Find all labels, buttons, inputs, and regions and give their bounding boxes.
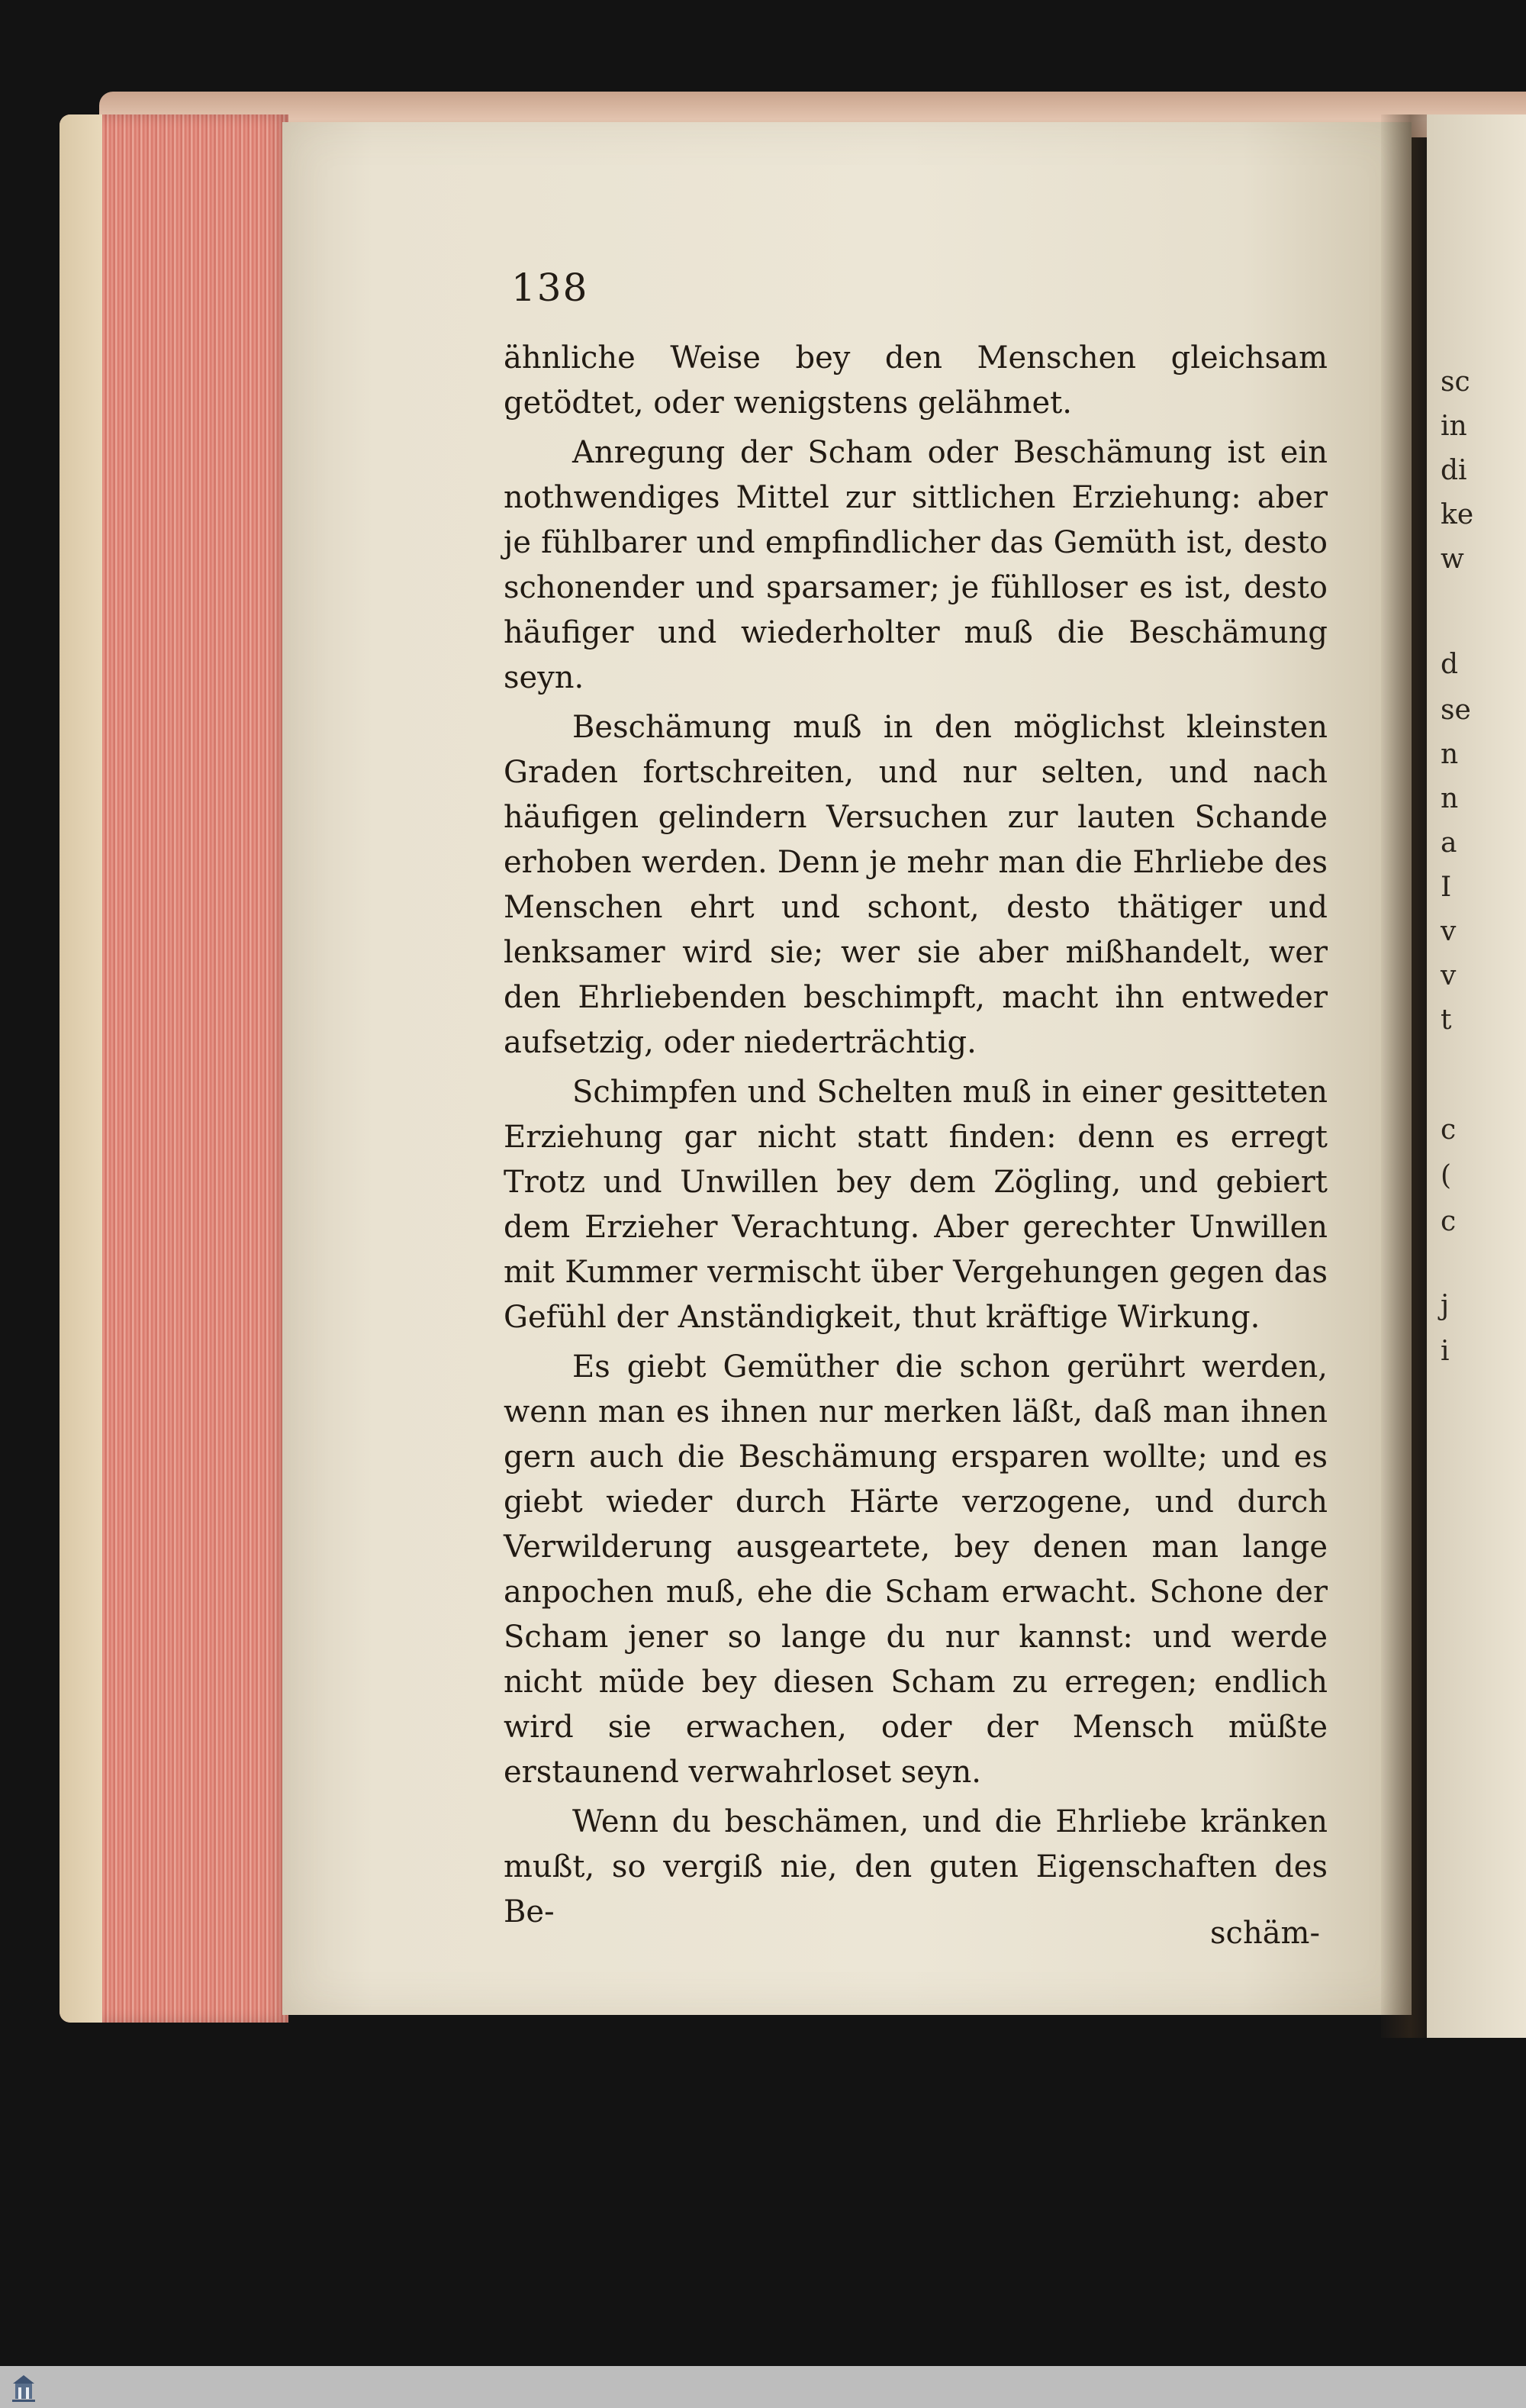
paragraph: ähnliche Weise bey den Menschen gleichsam getödtet, oder wenigstens gelähmet. bbox=[504, 340, 1328, 421]
facing-fragment: i bbox=[1441, 1336, 1450, 1367]
facing-fragment: se bbox=[1441, 695, 1471, 726]
book-cover-edge bbox=[60, 114, 102, 2023]
paragraph: Es giebt Gemüther die schon gerührt werden, wenn man es ihnen nur merken läßt, daß man ihnen gern auch die Beschämung ersparen wollte; und es giebt wieder durch Härte verzogene, und durch Verwilderung ausgeartete, bey denen man lange anpochen muß, ehe die Scham erwacht. Schone der Scham jener so lange du nur kannst: und werde nicht müde bey diesen Scham zu erregen; endlich wird sie erwachen, oder der Mensch müßte erstaunend verwahrloset seyn. bbox=[504, 1349, 1328, 1790]
facing-fragment: c bbox=[1441, 1114, 1457, 1146]
paragraph: Wenn du beschämen, und die Ehrliebe kränken mußt, so vergiß nie, den guten Eigenschaften des Be- bbox=[504, 1804, 1328, 1929]
facing-page bbox=[1427, 114, 1526, 2038]
facing-fragment: n bbox=[1441, 739, 1459, 770]
viewer-bottom-bar bbox=[0, 2366, 1526, 2408]
facing-fragment: ke bbox=[1441, 499, 1474, 530]
facing-fragment: di bbox=[1441, 455, 1467, 486]
facing-fragment: sc bbox=[1441, 366, 1470, 398]
paragraph: Beschämung muß in den möglichst kleinsten Graden fortschreiten, und nur selten, und nach häufigen gelindern Versuchen zur lauten Schande erhoben werden. Denn je mehr man die Ehrliebe des Menschen ehrt und schont, desto thätiger und lenksamer wird sie; wer sie aber mißhandelt, wer den Ehrliebenden beschimpft, macht ihn entweder aufsetzig, oder niederträchtig. bbox=[504, 710, 1328, 1060]
facing-fragment: n bbox=[1441, 783, 1459, 814]
paragraph: Anregung der Scham oder Beschämung ist ein nothwendiges Mittel zur sittlichen Erziehung: aber je fühlbarer und empfindlicher das Gemüth ist, desto schonender und sparsamer; je fühlloser es ist, desto häufiger und wiederholter muß die Beschämung seyn. bbox=[504, 435, 1328, 695]
facing-fragment: v bbox=[1441, 916, 1457, 947]
catchword: schäm- bbox=[1210, 1916, 1320, 1951]
facing-fragment: d bbox=[1441, 649, 1459, 680]
facing-fragment: t bbox=[1441, 1004, 1452, 1036]
facing-fragment: w bbox=[1441, 543, 1464, 575]
page-text bbox=[504, 336, 1328, 1935]
facing-fragment: in bbox=[1441, 411, 1467, 442]
library-logo-icon bbox=[11, 2373, 37, 2403]
facing-fragment: I bbox=[1441, 872, 1452, 903]
facing-fragment: ( bbox=[1441, 1160, 1452, 1191]
facing-fragment: a bbox=[1441, 827, 1457, 859]
facing-fragment: c bbox=[1441, 1206, 1457, 1237]
page-number: 138 bbox=[511, 266, 589, 310]
facing-fragment: j bbox=[1441, 1290, 1450, 1321]
paragraph: Schimpfen und Schelten muß in einer gesitteten Erziehung gar nicht statt finden: denn es erregt Trotz und Unwillen bey dem Zögling, und gebiert dem Erzieher Verachtung. Aber gerechter Unwillen mit Kummer vermischt über Vergehungen gegen das Gefühl der Anständigkeit, thut kräftige Wirkung. bbox=[504, 1075, 1328, 1335]
facing-fragment: v bbox=[1441, 960, 1457, 991]
